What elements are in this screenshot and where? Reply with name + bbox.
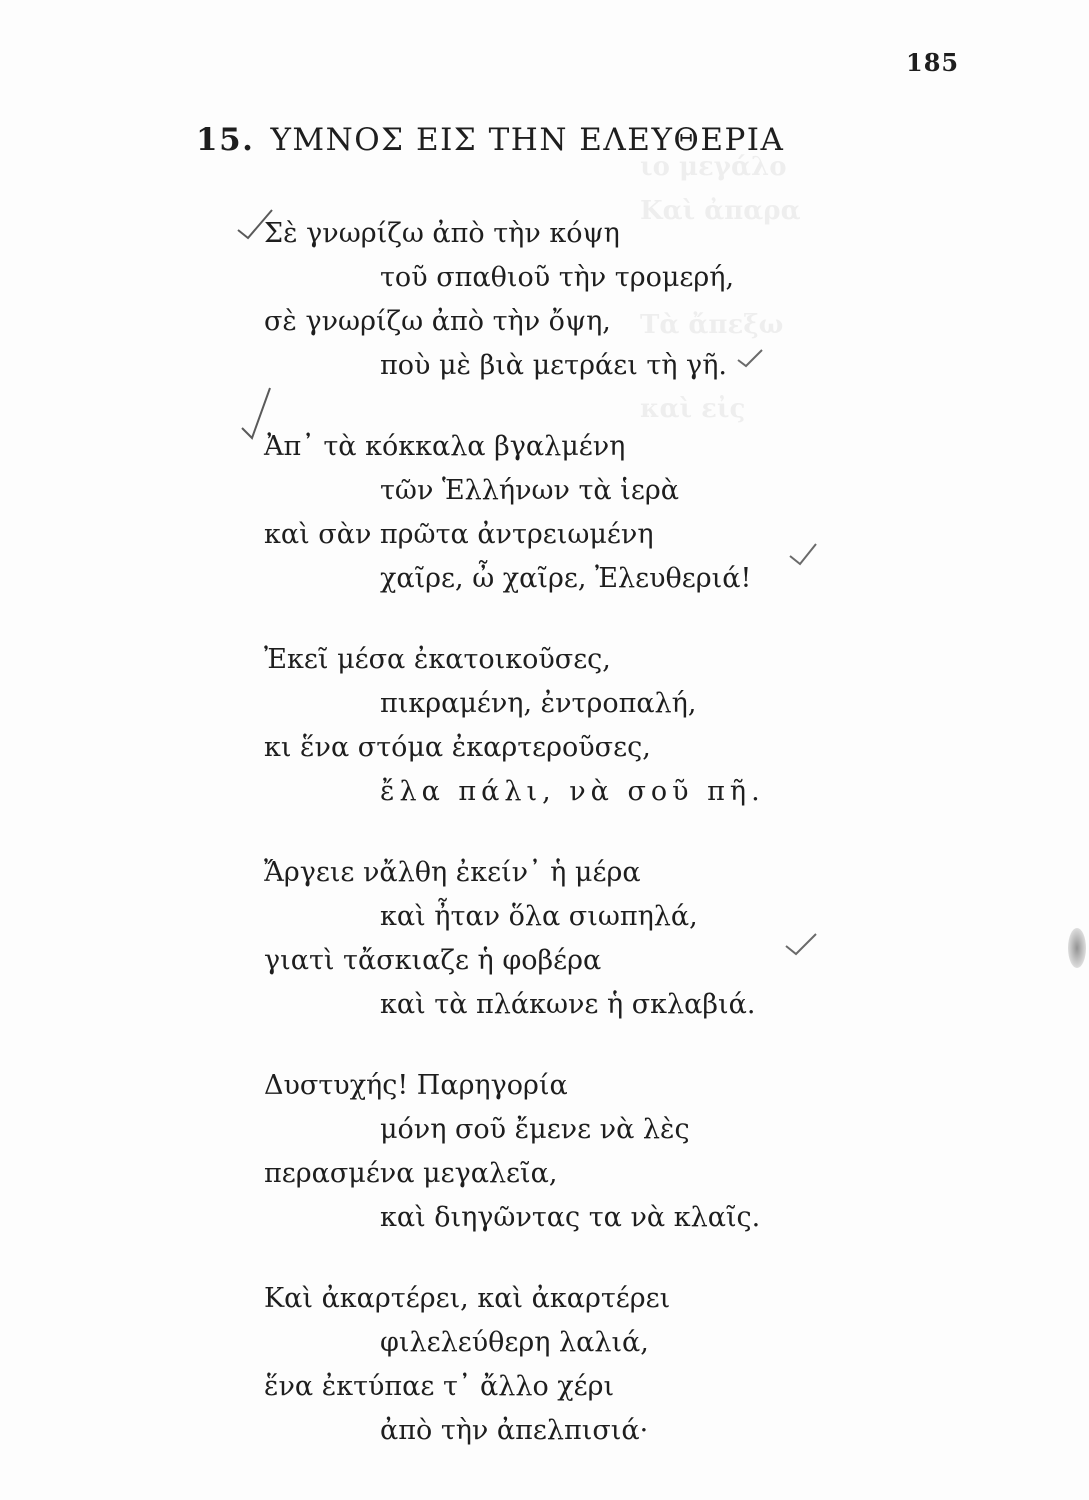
page-number: 185 [906,48,960,77]
verse-line: Ἐκεῖ μέσα ἐκατοικοῦσες, [264,644,611,675]
pencil-checkmark-icon [240,384,280,444]
verse-line: καὶ ἦταν ὅλα σιωπηλά, [380,901,698,932]
stanza [0,1064,1089,1240]
verse-line: Ἄργειε νἄλθη ἐκείν᾿ ἡ μέρα [264,857,641,888]
verse-line: Καὶ ἀκαρτέρει, καὶ ἀκαρτέρει [264,1283,671,1314]
verse-line: μόνη σοῦ ἔμενε νὰ λὲς [380,1114,690,1145]
verse-line: καὶ τὰ πλάκωνε ἡ σκλαβιά. [380,989,756,1020]
ink-smudge [1068,928,1086,968]
poem-body [0,212,1089,1490]
verse-line: ἔλα πάλι, νὰ σοῦ πῆ. [380,776,765,807]
bleed-through-line: Καὶ ἀπαρα [640,196,801,226]
pencil-checkmark-icon [736,346,766,370]
pencil-checkmark-icon [236,206,276,246]
verse-line: Σὲ γνωρίζω ἀπὸ τὴν κόψη [264,218,620,249]
poem-title-text: ΥΜΝΟΣ ΕΙΣ ΤΗΝ ΕΛΕΥΘΕΡΙΑ [270,122,785,158]
stanza [0,851,1089,1027]
bleed-through-line: καὶ εἰς [640,394,746,424]
verse-line: πικραμένη, ἐντροπαλή, [380,688,697,719]
verse-line: καὶ σὰν πρῶτα ἀντρειωμένη [264,519,654,550]
verse-line: καὶ διηγῶντας τα νὰ κλαῖς. [380,1202,761,1233]
verse-line: κι ἕνα στόμα ἐκαρτεροῦσες, [264,732,651,763]
verse-line: ποὺ μὲ βιὰ μετράει τὴ γῆ. [380,350,727,381]
verse-line: σὲ γνωρίζω ἀπὸ τὴν ὄψη, [264,306,611,337]
pencil-checkmark-icon [784,930,820,960]
stanza [0,425,1089,601]
verse-line: ἀπὸ τὴν ἀπελπισιά· [380,1415,649,1446]
bleed-through-line: Τὰ ἄπεξω [640,310,784,340]
verse-line: τῶν Ἑλλήνων τὰ ἱερὰ [380,475,679,506]
stanza [0,638,1089,814]
verse-line: φιλελεύθερη λαλιά, [380,1327,649,1358]
stanza [0,212,1089,388]
verse-line: τοῦ σπαθιοῦ τὴν τρομερή, [380,262,735,293]
stanza [0,1277,1089,1453]
verse-line: γιατὶ τἄσκιαζε ἡ φοβέρα [264,945,602,976]
pencil-checkmark-icon [788,540,820,570]
verse-line: ἕνα ἐκτύπαε τ᾿ ἄλλο χέρι [264,1371,615,1402]
poem-title [196,122,784,158]
verse-line: περασμένα μεγαλεῖα, [264,1158,558,1189]
bleed-through-line: ιο μεγάλο [640,152,787,182]
verse-line: Δυστυχής! Παρηγορία [264,1070,568,1101]
verse-line: Ἀπ᾿ τὰ κόκκαλα βγαλμένη [264,431,626,462]
verse-line: χαῖρε, ὦ χαῖρε, Ἐλευθεριά! [380,563,752,594]
poem-number: 15. [196,122,255,158]
